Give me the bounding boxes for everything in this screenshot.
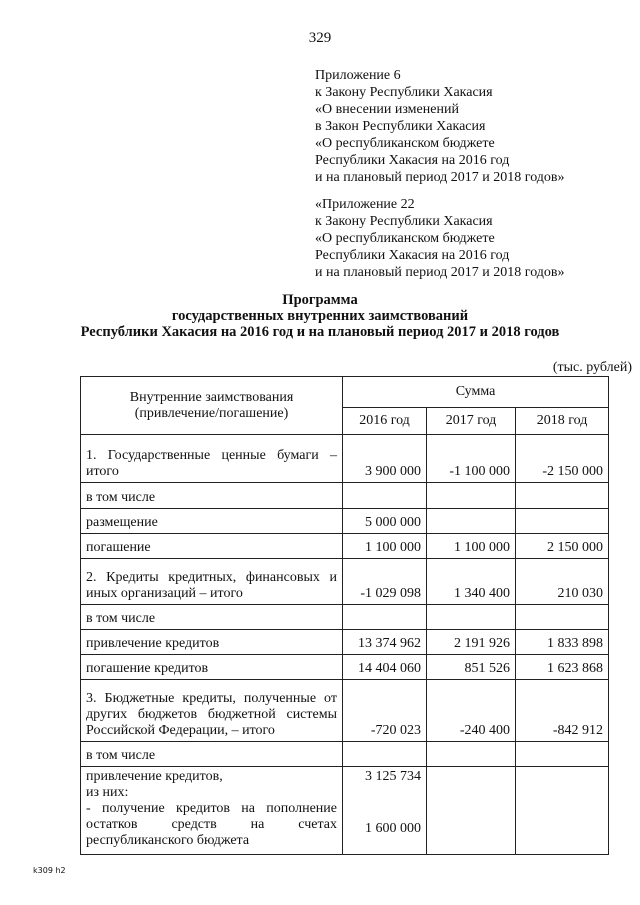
value-2017: 1 340 400 <box>427 559 516 605</box>
appendix-6-line: Республики Хакасия на 2016 год <box>315 153 510 168</box>
appendix-22-line: Республики Хакасия на 2016 год <box>315 248 510 263</box>
row-name: размещение <box>81 509 343 534</box>
value-2016 <box>343 605 427 630</box>
row-name-line: из них: <box>86 785 129 800</box>
title-line: Республики Хакасия на 2016 год и на плановый период 2017 и 2018 годов <box>80 324 560 340</box>
value-2016 <box>343 742 427 767</box>
row-name: 1. Государственные ценные бумаги – итого <box>81 435 343 483</box>
table-row <box>81 509 609 534</box>
value-2018 <box>516 742 609 767</box>
row-name: привлечение кредитов <box>81 630 343 655</box>
value-2016: 5 000 000 <box>343 509 427 534</box>
value-2016: -720 023 <box>343 680 427 742</box>
value-2016: 3 125 734 <box>365 769 421 784</box>
value-2016-multi <box>343 767 427 855</box>
header-year: 2017 год <box>427 408 516 435</box>
value-2018 <box>516 483 609 509</box>
row-name: в том числе <box>81 742 343 767</box>
value-2017 <box>427 483 516 509</box>
table-row <box>81 605 609 630</box>
value-2016: 13 374 962 <box>343 630 427 655</box>
row-name-line: - получение кредитов на пополнение остатков средств на счетах республиканского бюджета <box>86 801 337 848</box>
appendix-6-line: «О республиканском бюджете <box>315 136 495 151</box>
appendix-22-line: «Приложение 22 <box>315 197 415 212</box>
row-name: 2. Кредиты кредитных, финансовых и иных организаций – итого <box>81 559 343 605</box>
row-name-line: привлечение кредитов, <box>86 769 223 784</box>
row-name: 3. Бюджетные кредиты, полученные от других бюджетов бюджетной системы Российской Федерации, – итого <box>81 680 343 742</box>
table-row <box>81 767 609 855</box>
value-2016: 3 900 000 <box>343 435 427 483</box>
appendix-22-block <box>315 196 565 281</box>
value-2018: 2 150 000 <box>516 534 609 559</box>
value-2018: 1 623 868 <box>516 655 609 680</box>
table-row <box>81 630 609 655</box>
row-name-multiline <box>81 767 343 855</box>
value-2018: -842 912 <box>516 680 609 742</box>
value-2017 <box>427 742 516 767</box>
value-2017 <box>427 767 516 855</box>
borrowing-table <box>80 376 609 855</box>
title-line: Программа <box>282 292 358 308</box>
value-2018: 210 030 <box>516 559 609 605</box>
table-row <box>81 742 609 767</box>
value-2018 <box>516 605 609 630</box>
header-year: 2018 год <box>516 408 609 435</box>
header-name: Внутренние заимствования (привлечение/погашение) <box>81 377 343 435</box>
value-2018 <box>516 509 609 534</box>
row-name: в том числе <box>81 483 343 509</box>
footer-code: k309 h2 <box>33 866 66 875</box>
appendix-6-block <box>315 67 565 186</box>
table-row <box>81 680 609 742</box>
document-title <box>0 292 640 340</box>
appendix-22-line: «О республиканском бюджете <box>315 231 495 246</box>
table-row <box>81 435 609 483</box>
header-year: 2016 год <box>343 408 427 435</box>
page-number: 329 <box>308 30 332 46</box>
row-name: в том числе <box>81 605 343 630</box>
value-2018: 1 833 898 <box>516 630 609 655</box>
value-2018: -2 150 000 <box>516 435 609 483</box>
title-line: государственных внутренних заимствований <box>171 308 469 324</box>
table-row <box>81 655 609 680</box>
table-row <box>81 483 609 509</box>
value-2016: 1 600 000 <box>365 821 421 836</box>
value-2017: -1 100 000 <box>427 435 516 483</box>
table-row <box>81 534 609 559</box>
appendix-22-line: и на плановый период 2017 и 2018 годов» <box>315 265 565 280</box>
value-2016 <box>343 483 427 509</box>
appendix-6-line: в Закон Республики Хакасия <box>315 119 486 134</box>
appendix-6-line: Приложение 6 <box>315 68 401 83</box>
value-2018 <box>516 767 609 855</box>
appendix-22-line: к Закону Республики Хакасия <box>315 214 493 229</box>
table-row <box>81 559 609 605</box>
appendix-6-line: к Закону Республики Хакасия <box>315 85 493 100</box>
value-2017: 851 526 <box>427 655 516 680</box>
header-sum: Сумма <box>343 377 609 408</box>
value-2017 <box>427 509 516 534</box>
value-2016: 14 404 060 <box>343 655 427 680</box>
value-2017: -240 400 <box>427 680 516 742</box>
units-label: (тыс. рублей) <box>552 360 632 375</box>
value-2016: -1 029 098 <box>343 559 427 605</box>
appendix-6-line: и на плановый период 2017 и 2018 годов» <box>315 170 565 185</box>
value-2017: 2 191 926 <box>427 630 516 655</box>
value-2017: 1 100 000 <box>427 534 516 559</box>
row-name: погашение кредитов <box>81 655 343 680</box>
value-2016: 1 100 000 <box>343 534 427 559</box>
row-name: погашение <box>81 534 343 559</box>
value-2017 <box>427 605 516 630</box>
appendix-6-line: «О внесении изменений <box>315 102 459 117</box>
